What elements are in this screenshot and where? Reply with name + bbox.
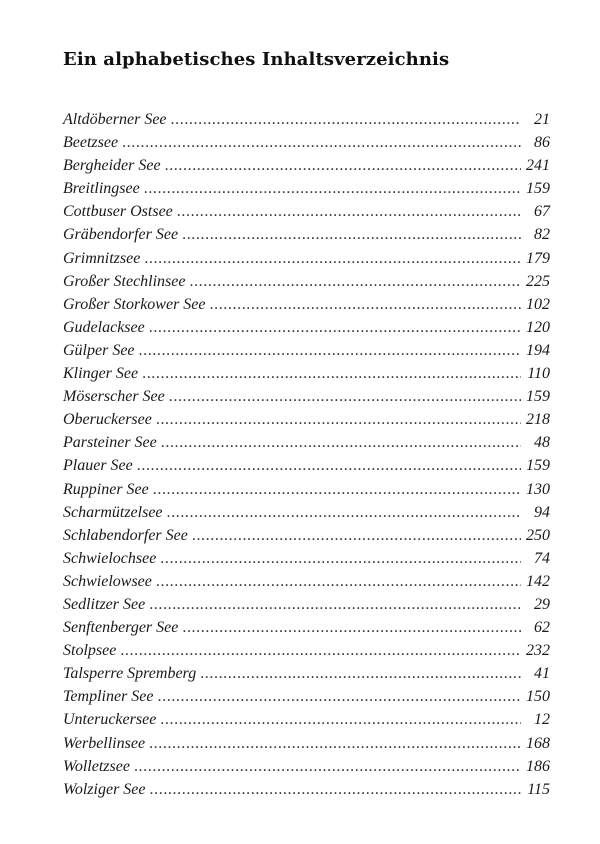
toc-entry-page-number: 102 (526, 295, 550, 313)
toc-entry-name: Gräbendorfer See (63, 226, 179, 244)
toc-entry-name: Wolletzsee (63, 757, 130, 775)
dot-leader (137, 454, 521, 477)
toc-entry-page-number: 48 (534, 434, 550, 452)
toc-entry-page-number: 62 (534, 619, 550, 637)
dot-leader (120, 639, 521, 662)
toc-entry (63, 293, 550, 316)
dot-leader (149, 316, 521, 339)
dot-leader (149, 593, 521, 616)
toc-entry-name: Gülper See (63, 341, 135, 359)
toc-entry-name: Gudelacksee (63, 318, 145, 336)
toc-entry-page-number: 159 (526, 457, 550, 475)
toc-entry-page-number: 142 (526, 572, 550, 590)
toc-entry (63, 454, 550, 477)
toc-entry-name: Unteruckersee (63, 711, 157, 729)
dot-leader (149, 732, 521, 755)
toc-entry (63, 362, 550, 385)
toc-entry (63, 385, 550, 408)
dot-leader (122, 131, 521, 154)
toc-entry-page-number: 159 (526, 388, 550, 406)
dot-leader (171, 108, 521, 131)
toc-entry-name: Beetzsee (63, 134, 119, 152)
toc-entry (63, 685, 550, 708)
dot-leader (182, 616, 521, 639)
toc-entry (63, 200, 550, 223)
toc-entry-page-number: 225 (526, 272, 550, 290)
toc-entry (63, 247, 550, 270)
dot-leader (177, 200, 521, 223)
toc-entry (63, 639, 550, 662)
dot-leader (144, 177, 521, 200)
table-of-contents (63, 108, 550, 801)
toc-entry (63, 154, 550, 177)
dot-leader (200, 662, 521, 685)
toc-entry (63, 316, 550, 339)
toc-entry-name: Klinger See (63, 365, 139, 383)
toc-entry (63, 339, 550, 362)
toc-entry-page-number: 194 (526, 341, 550, 359)
toc-entry-page-number: 21 (534, 111, 550, 128)
toc-entry (63, 616, 550, 639)
toc-entry-page-number: 115 (527, 780, 550, 798)
toc-entry-name: Schwielowsee (63, 572, 152, 590)
toc-entry-page-number: 179 (526, 249, 550, 267)
dot-leader (169, 385, 521, 408)
toc-entry-name: Senftenberger See (63, 619, 179, 637)
toc-entry-page-number: 67 (534, 203, 550, 221)
toc-entry-page-number: 29 (534, 595, 550, 613)
toc-entry-name: Schlabendorfer See (63, 526, 188, 544)
toc-entry-page-number: 41 (534, 665, 550, 683)
toc-entry-name: Möserscher See (63, 388, 165, 406)
dot-leader (161, 431, 521, 454)
toc-entry-name: Grimnitzsee (63, 249, 141, 267)
dot-leader (156, 408, 521, 431)
toc-entry (63, 131, 550, 154)
dot-leader (134, 755, 521, 778)
toc-entry-page-number: 94 (534, 503, 550, 521)
toc-entry-name: Werbellinsee (63, 734, 146, 752)
dot-leader (160, 547, 521, 570)
toc-entry (63, 524, 550, 547)
toc-entry (63, 755, 550, 778)
toc-entry (63, 108, 550, 131)
toc-entry-name: Cottbuser Ostsee (63, 203, 173, 221)
dot-leader (167, 501, 521, 524)
toc-entry-page-number: 130 (526, 480, 550, 498)
toc-entry (63, 501, 550, 524)
toc-entry (63, 732, 550, 755)
toc-entry-page-number: 120 (526, 318, 550, 336)
toc-entry-name: Templiner See (63, 688, 154, 706)
dot-leader (153, 478, 521, 501)
dot-leader (165, 154, 521, 177)
dot-leader (139, 339, 521, 362)
toc-entry-page-number: 241 (526, 157, 550, 175)
dot-leader (158, 685, 521, 708)
toc-entry (63, 223, 550, 246)
dot-leader (192, 524, 521, 547)
page-title: Ein alphabetisches Inhaltsverzeichnis (63, 49, 450, 70)
toc-entry-name: Sedlitzer See (63, 595, 146, 613)
toc-entry-name: Breitlingsee (63, 180, 140, 198)
toc-entry-page-number: 12 (534, 711, 550, 729)
toc-entry-page-number: 82 (534, 226, 550, 244)
toc-entry-name: Ruppiner See (63, 480, 149, 498)
dot-leader (144, 247, 521, 270)
toc-entry-name: Schwielochsee (63, 549, 157, 567)
dot-leader (182, 223, 521, 246)
toc-entry (63, 593, 550, 616)
toc-entry-name: Bergheider See (63, 157, 161, 175)
toc-entry-page-number: 168 (526, 734, 550, 752)
toc-entry-name: Oberuckersee (63, 411, 152, 429)
toc-entry (63, 662, 550, 685)
toc-entry-page-number: 86 (534, 134, 550, 152)
toc-entry-name: Parsteiner See (63, 434, 157, 452)
toc-entry (63, 270, 550, 293)
toc-entry (63, 478, 550, 501)
toc-entry (63, 431, 550, 454)
toc-entry-name: Scharmützelsee (63, 503, 163, 521)
toc-entry-page-number: 74 (534, 549, 550, 567)
dot-leader (189, 270, 521, 293)
toc-entry-page-number: 110 (527, 365, 550, 383)
toc-entry-page-number: 186 (526, 757, 550, 775)
toc-entry (63, 177, 550, 200)
dot-leader (210, 293, 522, 316)
dot-leader (150, 778, 521, 801)
toc-entry-name: Großer Storkower See (63, 295, 206, 313)
toc-entry (63, 408, 550, 431)
toc-entry (63, 547, 550, 570)
toc-entry-page-number: 150 (526, 688, 550, 706)
toc-entry-name: Plauer See (63, 457, 133, 475)
dot-leader (156, 570, 521, 593)
toc-entry (63, 708, 550, 731)
dot-leader (142, 362, 521, 385)
toc-entry-name: Altdöberner See (63, 111, 167, 128)
toc-entry-name: Stolpsee (63, 642, 117, 660)
toc-entry-page-number: 159 (526, 180, 550, 198)
toc-entry-page-number: 232 (526, 642, 550, 660)
dot-leader (160, 708, 521, 731)
toc-entry-page-number: 218 (526, 411, 550, 429)
toc-entry (63, 778, 550, 801)
toc-entry-page-number: 250 (526, 526, 550, 544)
toc-entry-name: Talsperre Spremberg (63, 665, 197, 683)
toc-entry-name: Großer Stechlinsee (63, 272, 186, 290)
toc-entry-name: Wolziger See (63, 780, 146, 798)
toc-entry (63, 570, 550, 593)
